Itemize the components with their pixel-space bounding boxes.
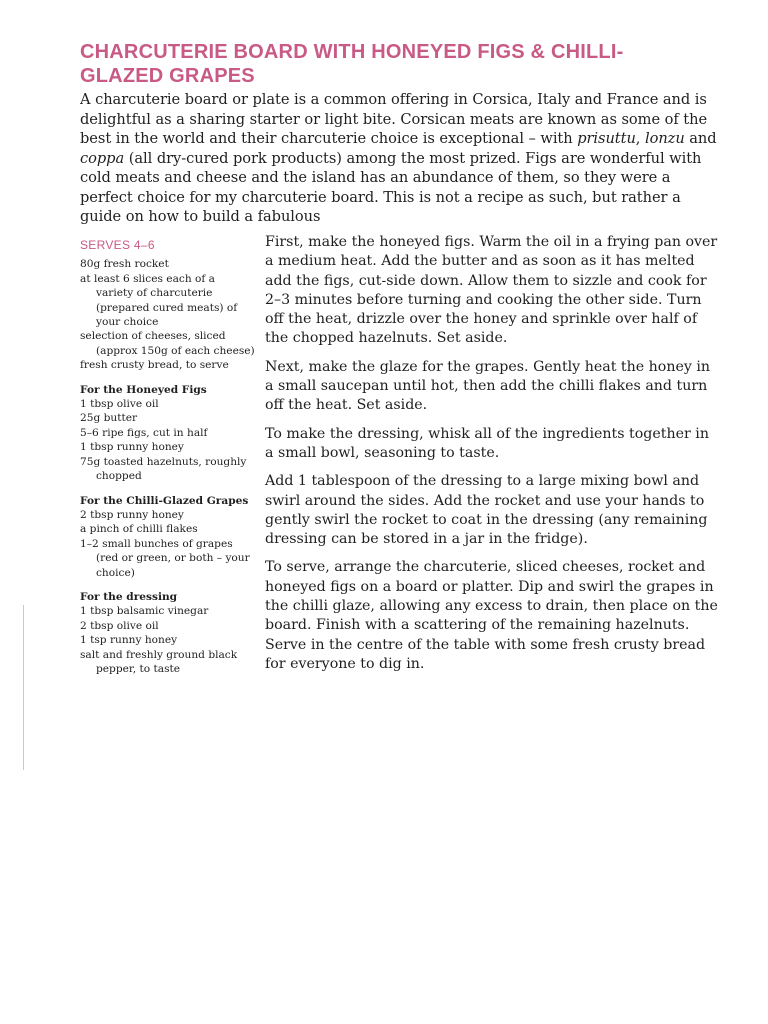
ingredient-item: a pinch of chilli flakes: [80, 523, 198, 536]
honeyed-figs-heading: For the Honeyed Figs: [80, 383, 207, 396]
ingredient-item: 25g butter: [80, 412, 138, 425]
method-step: Next, make the glaze for the grapes. Gently heat the honey in a small saucepan until hot, then add the chilli flakes and turn off the heat. Set aside.: [265, 358, 711, 414]
intro-paragraph: [80, 90, 720, 226]
ingredient-item: salt and freshly ground black pepper, to taste: [80, 648, 238, 675]
ingredient-item: selection of cheeses, sliced (approx 150g of each cheese): [80, 330, 255, 357]
method-step: To serve, arrange the charcuterie, sliced cheeses, rocket and honeyed figs on a board or platter. Dip and swirl the grapes in the chilli glaze, allowing any excess to drain, then place on the board. Finish with a scattering of the remaining hazelnuts. Serve in the centre of the table with some fresh crusty bread for everyone to dig in.: [265, 559, 718, 672]
recipe-title: CHARCUTERIE BOARD WITH HONEYED FIGS & CHILLI-GLAZED GRAPES: [80, 41, 624, 87]
ingredient-item: 1 tbsp runny honey: [80, 441, 184, 454]
ingredient-item: 2 tbsp olive oil: [80, 619, 159, 632]
method-step: To make the dressing, whisk all of the ingredients together in a small bowl, seasoning to taste.: [265, 425, 709, 461]
ingredient-item: 1 tbsp balsamic vinegar: [80, 605, 209, 618]
intro-sep1: ,: [635, 130, 645, 147]
honeyed-figs-list: [80, 397, 255, 483]
ingredient-item: 1 tbsp olive oil: [80, 398, 159, 411]
ingredient-item: 2 tbsp runny honey: [80, 508, 184, 521]
method-step: Add 1 tablespoon of the dressing to a large mixing bowl and swirl around the sides. Add the rocket and use your hands to gently swirl the rocket to coat in the dressing (any remaining dressing can be stored in a jar in the fridge).: [265, 473, 708, 548]
margin-divider: [23, 605, 24, 770]
intro-prisuttu: prisuttu: [577, 130, 636, 147]
ingredient-item: 1–2 small bunches of grapes (red or green, or both – your choice): [80, 537, 250, 579]
chilli-grapes-heading: For the Chilli-Glazed Grapes: [80, 494, 249, 507]
ingredient-item: fresh crusty bread, to serve: [80, 359, 229, 372]
intro-sep2: and: [684, 130, 717, 147]
ingredient-item: at least 6 slices each of a variety of charcuterie (prepared cured meats) of your choice: [80, 272, 238, 329]
intro-section: [80, 90, 720, 226]
main-ingredients-list: [80, 257, 255, 372]
ingredient-item: 1 tsp runny honey: [80, 634, 178, 647]
ingredient-item: 75g toasted hazelnuts, roughly chopped: [80, 455, 247, 483]
intro-lonzu: lonzu: [644, 130, 685, 147]
method-step: First, make the honeyed figs. Warm the oil in a frying pan over a medium heat. Add the butter and as soon as it has melted add the figs, cut-side down. Allow them to sizzle and cook for 2–3 minutes before turning and cooking the other side. Turn off the heat, drizzle over the honey and sprinkle over half of the chopped hazelnuts. Set aside.: [265, 234, 718, 347]
ingredient-item: 80g fresh rocket: [80, 258, 169, 271]
method-column: [265, 233, 720, 683]
ingredients-column: [80, 238, 255, 676]
ingredient-item: 5–6 ripe figs, cut in half: [80, 426, 208, 439]
intro-coppa: coppa: [80, 149, 125, 167]
intro-text-part2: (all dry-cured pork products) among the most prized. Figs are wonderful with cold meats and cheese and the island has an abundance of them, so they were a perfect choice for my charcuterie board. This is not a recipe as such, but rather a guide on how to build a fabulous: [80, 149, 702, 225]
dressing-list: [80, 604, 255, 676]
dressing-heading: For the dressing: [80, 590, 178, 603]
intro-text-part1: A charcuterie board or plate is a common offering in Corsica, Italy and France and is delightful as a sharing starter or light bite. Corsican meats are known as some of the best in the world and their charcuterie choice is exceptional – with: [80, 91, 708, 147]
chilli-grapes-list: [80, 508, 255, 580]
serves-label: SERVES 4–6: [80, 238, 155, 252]
